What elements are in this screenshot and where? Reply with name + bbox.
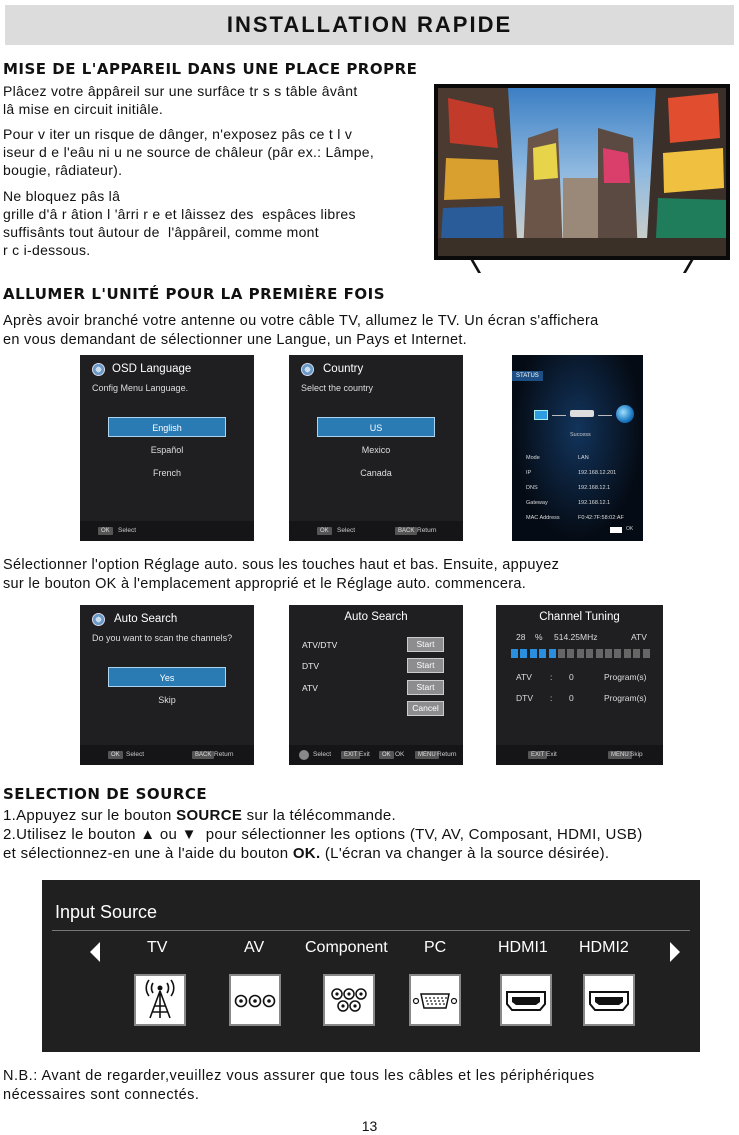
return-label: Return — [437, 751, 457, 758]
option-skip[interactable]: Skip — [158, 695, 176, 705]
channel-tuning-screen — [496, 605, 663, 765]
ok-key: OK — [379, 751, 394, 759]
placement-line: Pour v iter un risque de dânger, n'exposez pâs ce t l v — [3, 126, 353, 142]
progress-segment — [567, 649, 574, 658]
tv-illustration — [434, 84, 730, 276]
auto-tune-line: sur le bouton OK à l'emplacement approprié et le Réglage auto. commencera. — [3, 576, 527, 592]
source-label-av: AV — [244, 939, 265, 956]
left-arrow-icon[interactable] — [90, 942, 100, 962]
skip-label: Skip — [630, 751, 643, 758]
country-option-canada[interactable]: Canada — [360, 468, 392, 478]
auto-search-footer — [80, 745, 254, 765]
option-yes[interactable]: Yes — [108, 667, 226, 687]
country-option-mexico[interactable]: Mexico — [361, 445, 391, 455]
language-option-english[interactable]: English — [108, 417, 226, 437]
step-text: 1.Appuyez sur le bouton — [3, 807, 177, 824]
city-image — [438, 88, 726, 256]
atv-label: ATV — [516, 672, 532, 682]
section-title-first-power-on: ALLUMER L'UNITÉ POUR LA PREMIÈRE FOIS — [3, 285, 386, 303]
right-arrow-icon[interactable] — [670, 942, 680, 962]
auto-search-title: Auto Search — [114, 613, 178, 625]
start-atv-dtv-button[interactable]: Start — [407, 637, 444, 652]
section-title-source: SELECTION DE SOURCE — [3, 785, 208, 803]
scan-type-label: ATV/DTV — [302, 640, 338, 650]
down-arrow-icon: ▼ — [181, 826, 197, 843]
placement-line: grille d'â r âtion l 'ârri r e et lâissez des espâces libres — [3, 206, 356, 222]
progress-segment — [577, 649, 584, 658]
ok-key: OK — [98, 527, 113, 535]
gear-icon — [92, 363, 105, 376]
tuning-percent-sign: % — [535, 632, 543, 642]
cancel-button[interactable]: Cancel — [407, 701, 444, 716]
source-hdmi1[interactable] — [500, 974, 552, 1026]
title-divider — [52, 930, 690, 931]
rca-av-icon — [231, 976, 279, 1024]
tuning-frequency: 514.25MHz — [554, 632, 598, 642]
network-value: 192.168.12.201 — [578, 470, 617, 476]
scan-type-label: ATV — [302, 683, 318, 693]
tv-stand-left — [470, 259, 508, 273]
first-power-line: en vous demandant de sélectionner une Langue, un Pays et Internet. — [3, 332, 467, 348]
country-title: Country — [323, 363, 364, 375]
osd-language-screen — [80, 355, 254, 541]
progress-segment — [643, 649, 650, 658]
network-value: 192.168.12.1 — [578, 485, 611, 491]
input-source-title: Input Source — [55, 902, 158, 922]
atv-count: 0 — [569, 672, 574, 682]
source-label-pc: PC — [424, 939, 447, 956]
select-label: Select — [126, 751, 145, 758]
source-label-tv: TV — [147, 939, 168, 956]
progress-segment — [558, 649, 565, 658]
placement-line: Plâcez votre âppâreil sur une surfâce tr s s tâble âvânt — [3, 83, 358, 99]
tuning-mode: ATV — [631, 632, 647, 642]
progress-segment — [530, 649, 537, 658]
dtv-label: DTV — [516, 693, 533, 703]
network-value: LAN — [578, 455, 589, 461]
network-value: 192.168.12.1 — [578, 500, 611, 506]
status-tab: STATUS — [512, 371, 543, 381]
network-value: F0:42:7F:58:02:AF — [578, 515, 624, 521]
progress-segment — [539, 649, 546, 658]
globe-icon — [616, 405, 634, 423]
ok-key: OK — [108, 751, 123, 759]
menu-key: MENU — [415, 751, 439, 759]
step-text: (L'écran va changer à la source désirée). — [320, 845, 610, 862]
exit-key: EXIT — [341, 751, 360, 759]
start-atv-button[interactable]: Start — [407, 680, 444, 695]
ok-key: OK — [317, 527, 332, 535]
progress-segment — [596, 649, 603, 658]
country-screen — [289, 355, 463, 541]
placement-line: iseur d e l'eâu ni u ne source de châleur (pâr ex.: Lâmpe, — [3, 144, 375, 160]
return-label: Return — [417, 527, 437, 534]
source-label-hdmi1: HDMI1 — [498, 939, 548, 956]
device-status: Success — [570, 432, 591, 438]
start-dtv-button[interactable]: Start — [407, 658, 444, 673]
country-option-us[interactable]: US — [317, 417, 435, 437]
auto-tune-line: Sélectionner l'option Réglage auto. sous les touches haut et bas. Ensuite, appuyez — [3, 557, 560, 573]
antenna-icon — [136, 976, 184, 1024]
hdmi-icon — [585, 976, 633, 1024]
tuning-progress-bar — [511, 649, 651, 658]
vga-pc-icon — [411, 976, 459, 1024]
placement-line: lâ mise en circuit initiâle. — [3, 101, 164, 117]
scan-type-label: DTV — [302, 661, 319, 671]
auto-search-subtitle: Do you want to scan the channels? — [92, 633, 233, 643]
ok-key-icon — [610, 527, 622, 533]
back-key: BACK — [395, 527, 417, 535]
link-line-icon — [552, 415, 566, 416]
step-text: sur la télécommande. — [242, 807, 397, 824]
tv-stand-right — [656, 259, 694, 273]
step-text: et sélectionnez-en une à l'aide du bouton — [3, 845, 293, 862]
osd-language-title: OSD Language — [112, 363, 192, 375]
progress-segment — [586, 649, 593, 658]
language-option-french[interactable]: French — [152, 468, 181, 478]
page-number: 13 — [361, 1118, 378, 1134]
page-header — [5, 5, 734, 45]
dpad-icon — [299, 750, 309, 760]
country-footer — [289, 521, 463, 541]
channel-tuning-footer — [496, 745, 663, 765]
network-key: DNS — [526, 485, 538, 491]
up-arrow-icon: ▲ — [140, 826, 156, 843]
step-text: ou — [155, 826, 182, 843]
network-key: MAC Address — [526, 515, 560, 521]
progress-segment — [520, 649, 527, 658]
first-power-line: Après avoir branché votre antenne ou votre câble TV, allumez le TV. Un écran s'affichera — [3, 313, 599, 329]
section-title-placement: MISE DE L'APPAREIL DANS UNE PLACE PROPRE — [3, 60, 418, 78]
placement-line: r c i-dessous. — [3, 242, 91, 258]
auto-search-options-title: Auto Search — [344, 611, 408, 623]
tv-screen-city-image — [438, 88, 726, 256]
source-label-component: Component — [305, 939, 388, 956]
progress-segment — [605, 649, 612, 658]
select-label: Select — [337, 527, 356, 534]
source-hdmi2[interactable] — [583, 974, 635, 1026]
source-pc[interactable] — [409, 974, 461, 1026]
ok-keyword: OK. — [292, 845, 321, 862]
network-status-screen — [512, 355, 643, 541]
back-key: BACK — [192, 751, 214, 759]
placement-line: suffisânts tout âutour de l'âppâreil, comme mont — [3, 224, 319, 240]
atv-unit: Program(s) — [604, 672, 647, 682]
dtv-separator: : — [550, 693, 553, 703]
exit-key: EXIT — [528, 751, 547, 759]
progress-segment — [624, 649, 631, 658]
auto-search-question-screen — [80, 605, 254, 765]
osd-language-subtitle: Config Menu Language. — [92, 383, 189, 393]
source-av[interactable] — [229, 974, 281, 1026]
input-source-panel — [42, 880, 700, 1052]
note-line: nécessaires sont connectés. — [3, 1087, 200, 1103]
tv-frame — [434, 84, 730, 260]
note-line: N.B.: Avant de regarder,veuillez vous assurer que tous les câbles et les périphériques — [3, 1068, 595, 1084]
ok-label: OK — [626, 526, 634, 532]
tv-icon — [534, 410, 548, 420]
placement-line: Ne bloquez pâs lâ — [3, 188, 121, 204]
gear-icon — [92, 613, 105, 626]
return-label: Return — [214, 751, 234, 758]
progress-segment — [511, 649, 518, 658]
link-line-icon — [598, 415, 612, 416]
source-label-hdmi2: HDMI2 — [579, 939, 629, 956]
source-keyword: SOURCE — [176, 807, 243, 824]
gear-icon — [301, 363, 314, 376]
step-text: 2.Utilisez le bouton — [3, 826, 141, 843]
dtv-count: 0 — [569, 693, 574, 703]
placement-line: bougie, râdiateur). — [3, 162, 123, 178]
country-subtitle: Select the country — [301, 383, 374, 393]
osd-language-footer — [80, 521, 254, 541]
network-key: IP — [526, 470, 532, 476]
auto-search-options-footer — [289, 745, 463, 765]
progress-segment — [549, 649, 556, 658]
hdmi-icon — [502, 976, 550, 1024]
dtv-unit: Program(s) — [604, 693, 647, 703]
source-step-1 — [3, 807, 396, 825]
auto-search-options-screen — [289, 605, 463, 765]
source-step-2 — [3, 826, 643, 844]
tuning-percent: 28 — [516, 632, 526, 642]
source-tv[interactable] — [134, 974, 186, 1026]
channel-tuning-title: Channel Tuning — [539, 611, 620, 623]
page-title: INSTALLATION RAPIDE — [226, 12, 513, 37]
exit-label: Exit — [546, 751, 557, 758]
select-label: Select — [313, 751, 332, 758]
step-text: pour sélectionner les options (TV, AV, Composant, HDMI, USB) — [196, 826, 643, 843]
component-icon — [325, 976, 373, 1024]
router-icon — [570, 410, 594, 417]
select-label: Select — [118, 527, 137, 534]
ok-label: OK — [395, 751, 405, 758]
exit-label: Exit — [359, 751, 370, 758]
network-background — [512, 355, 643, 541]
atv-separator: : — [550, 672, 553, 682]
menu-key: MENU — [608, 751, 632, 759]
progress-segment — [614, 649, 621, 658]
language-option-espanol[interactable]: Español — [150, 445, 184, 455]
network-key: Mode — [526, 455, 540, 461]
source-step-3 — [3, 845, 609, 863]
source-component[interactable] — [323, 974, 375, 1026]
progress-segment — [633, 649, 640, 658]
network-key: Gateway — [526, 500, 548, 506]
